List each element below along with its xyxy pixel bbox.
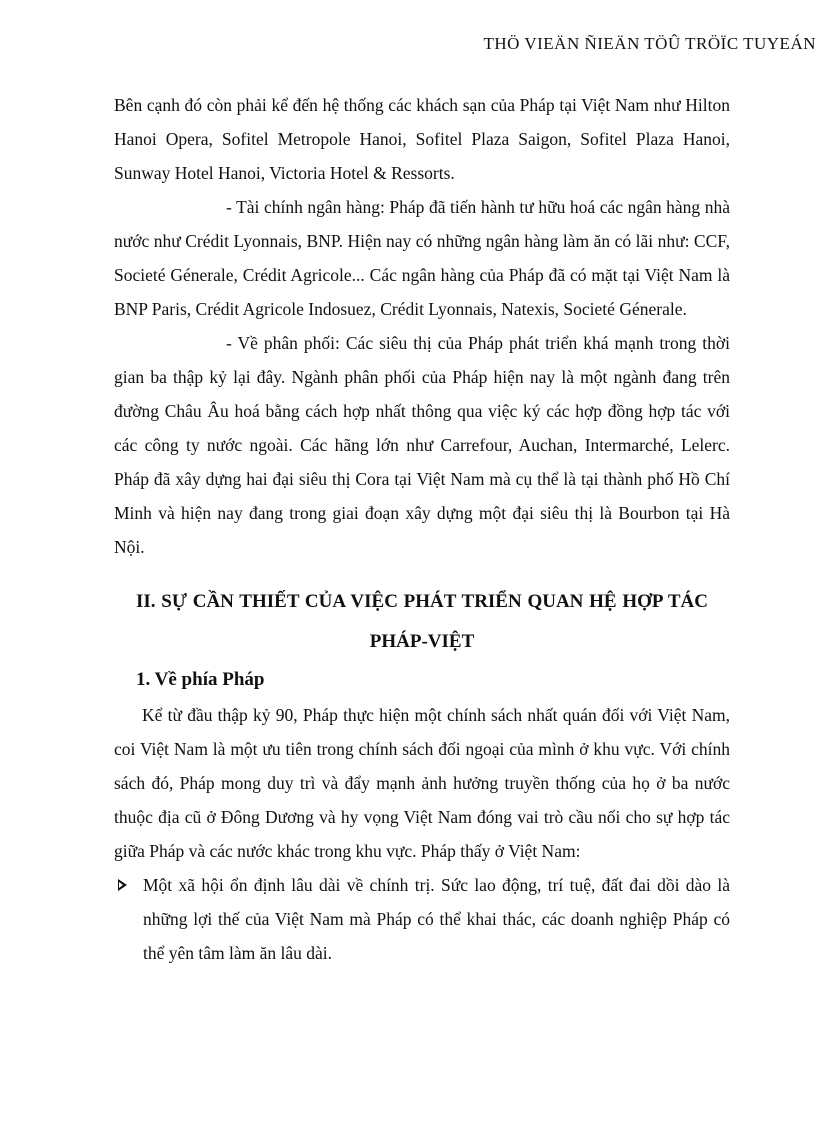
subsection-heading: 1. Về phía Pháp xyxy=(136,669,265,690)
document-body xyxy=(114,88,730,970)
paragraph-finance: - Tài chính ngân hàng: Pháp đã tiến hành tư hữu hoá các ngân hàng nhà nước như Crédit Lyonnais, BNP. Hiện nay có những ngân hàng làm ăn có lãi như: CCF, Societé Génerale, Crédit Agricole... Các ngân hàng của Pháp đã có mặt tại Việt Nam là BNP Paris, Crédit Agricole Indosuez, Crédit Lyonnais, Natexis, Societé Génerale. xyxy=(114,197,730,319)
section-heading xyxy=(114,582,730,662)
section-heading-line2: PHÁP-VIỆT xyxy=(369,631,475,652)
arrow-bullet-icon xyxy=(118,879,127,891)
paragraph-distribution: - Về phân phối: Các siêu thị của Pháp phát triển khá mạnh trong thời gian ba thập kỷ lại đây. Ngành phân phối của Pháp hiện nay là một ngành đang trên đường Châu Âu hoá bằng cách hợp nhất thông qua việc ký các hợp đồng hợp tác với các công ty nước ngoài. Các hãng lớn như Carrefour, Auchan, Intermarché, Lelerc. Pháp đã xây dựng hai đại siêu thị Cora tại Việt Nam mà cụ thể là tại thành phố Hồ Chí Minh và hiện nay đang trong giai đoạn xây dựng một đại siêu thị là Bourbon tại Hà Nội. xyxy=(114,333,730,557)
paragraph-hotels: Bên cạnh đó còn phải kể đến hệ thống các khách sạn của Pháp tại Việt Nam như Hilton Hanoi Opera, Sofitel Metropole Hanoi, Sofitel Plaza Saigon, Sofitel Plaza Hanoi, Sunway Hotel Hanoi, Victoria Hotel & Ressorts. xyxy=(114,95,730,183)
section-heading-line1: II. SỰ CẦN THIẾT CỦA VIỆC PHÁT TRIỂN QUAN HỆ HỢP TÁC xyxy=(136,591,708,612)
bullet-item xyxy=(114,868,730,970)
paragraph-intro: Kể từ đầu thập kỷ 90, Pháp thực hiện một chính sách nhất quán đối với Việt Nam, coi Việt Nam là một ưu tiên trong chính sách đối ngoại của mình ở khu vực. Với chính sách đó, Pháp mong duy trì và đẩy mạnh ảnh hưởng truyền thống của họ ở ba nước thuộc địa cũ ở Đông Dương và hy vọng Việt Nam đóng vai trò cầu nối cho sự hợp tác giữa Pháp và các nước khác trong khu vực. Pháp thấy ở Việt Nam: xyxy=(114,705,730,861)
bullet-text: Một xã hội ổn định lâu dài về chính trị. Sức lao động, trí tuệ, đất đai dồi dào là những lợi thế của Việt Nam mà Pháp có thể khai thác, các doanh nghiệp Pháp có thể yên tâm làm ăn lâu dài. xyxy=(143,875,730,963)
page-header: THÖ VIEÄN ÑIEÄN TÖÛ TRÖÏC TUYEÁN xyxy=(483,34,816,53)
